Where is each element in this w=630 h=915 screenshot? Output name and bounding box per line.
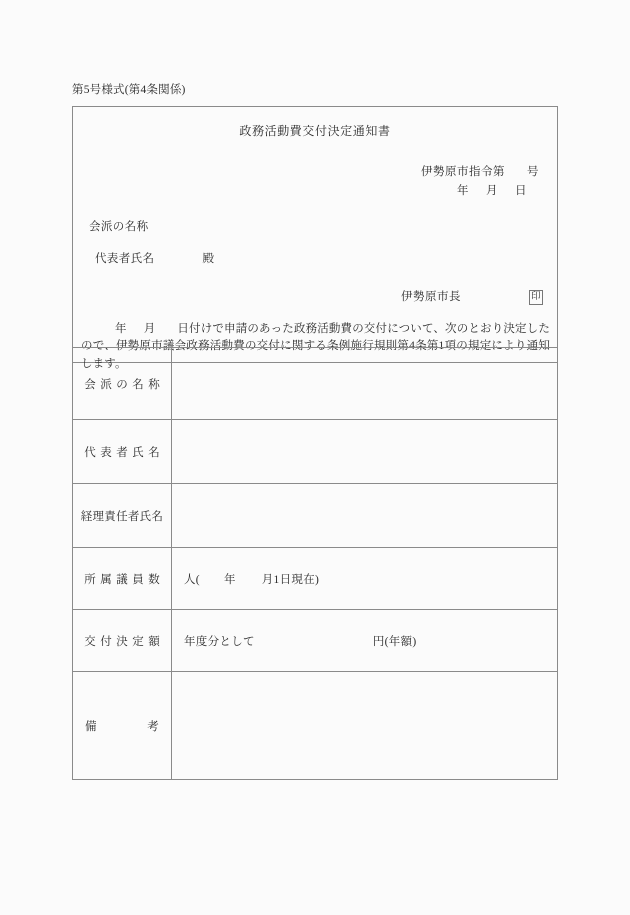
table-row [73, 420, 558, 484]
body-month-label: 月 [143, 322, 156, 335]
date-month-label: 月 [486, 185, 498, 197]
issuer-number-line [73, 163, 557, 179]
row-value-decided-amount[interactable] [172, 610, 558, 672]
document-title: 政務活動費交付決定通知書 [239, 124, 391, 138]
table-row [73, 610, 558, 672]
row-value-remarks[interactable] [172, 672, 558, 780]
issue-date-line [73, 182, 557, 198]
table-row [73, 484, 558, 548]
mayor-title: 伊勢原市長 [400, 291, 461, 303]
row-label-remarks: 備考 [73, 672, 172, 780]
issuer-number-suffix: 号 [527, 166, 539, 178]
table-row [73, 348, 558, 420]
mayor-signature-line [73, 288, 557, 305]
addressee-representative-line [73, 250, 557, 266]
row-value-party-name[interactable] [172, 348, 558, 420]
row-label-accounting-manager: 経理責任者氏名 [73, 484, 172, 548]
row-label-representative-name: 代表者氏名 [73, 420, 172, 484]
addressee-rep-label: 代表者氏名 [95, 253, 155, 265]
addressee-honorific: 殿 [202, 253, 215, 265]
header-block [73, 122, 557, 370]
date-day-label: 日 [515, 185, 527, 197]
member-unit: 人( [184, 573, 200, 586]
amount-suffix: 円(年額) [372, 635, 417, 648]
addressee-party-label: 会派の名称 [89, 221, 149, 233]
body-year-label: 年 [115, 322, 127, 335]
body-line-3: 知します。 [81, 340, 550, 370]
member-year-label: 年 [223, 573, 236, 586]
decision-detail-table [72, 347, 558, 780]
row-value-member-count[interactable] [172, 548, 558, 610]
issuer-number-label: 伊勢原市指令第 [421, 166, 505, 178]
amount-prefix: 年度分として [184, 635, 255, 648]
member-asof-label: 月1日現在) [261, 573, 320, 586]
form-number-caption: 第5号様式(第4条関係) [72, 84, 186, 96]
row-label-party-name: 会派の名称 [73, 348, 172, 420]
row-value-representative-name[interactable] [172, 420, 558, 484]
body-line-2: たので、伊勢原市議会政務活動費の交付に関する条例施行規則第4条第1項の規定により通 [81, 322, 551, 353]
row-label-decided-amount: 交付決定額 [73, 610, 172, 672]
body-line-1: 日付けで申請のあった政務活動費の交付について、次のとおり決定し [177, 322, 539, 335]
seal-stamp-icon: 印 [529, 290, 543, 305]
row-label-member-count: 所属議員数 [73, 548, 172, 610]
row-value-accounting-manager[interactable] [172, 484, 558, 548]
table-row [73, 672, 558, 780]
date-year-label: 年 [457, 185, 469, 197]
document-header-frame [72, 106, 558, 370]
table-row [73, 548, 558, 610]
